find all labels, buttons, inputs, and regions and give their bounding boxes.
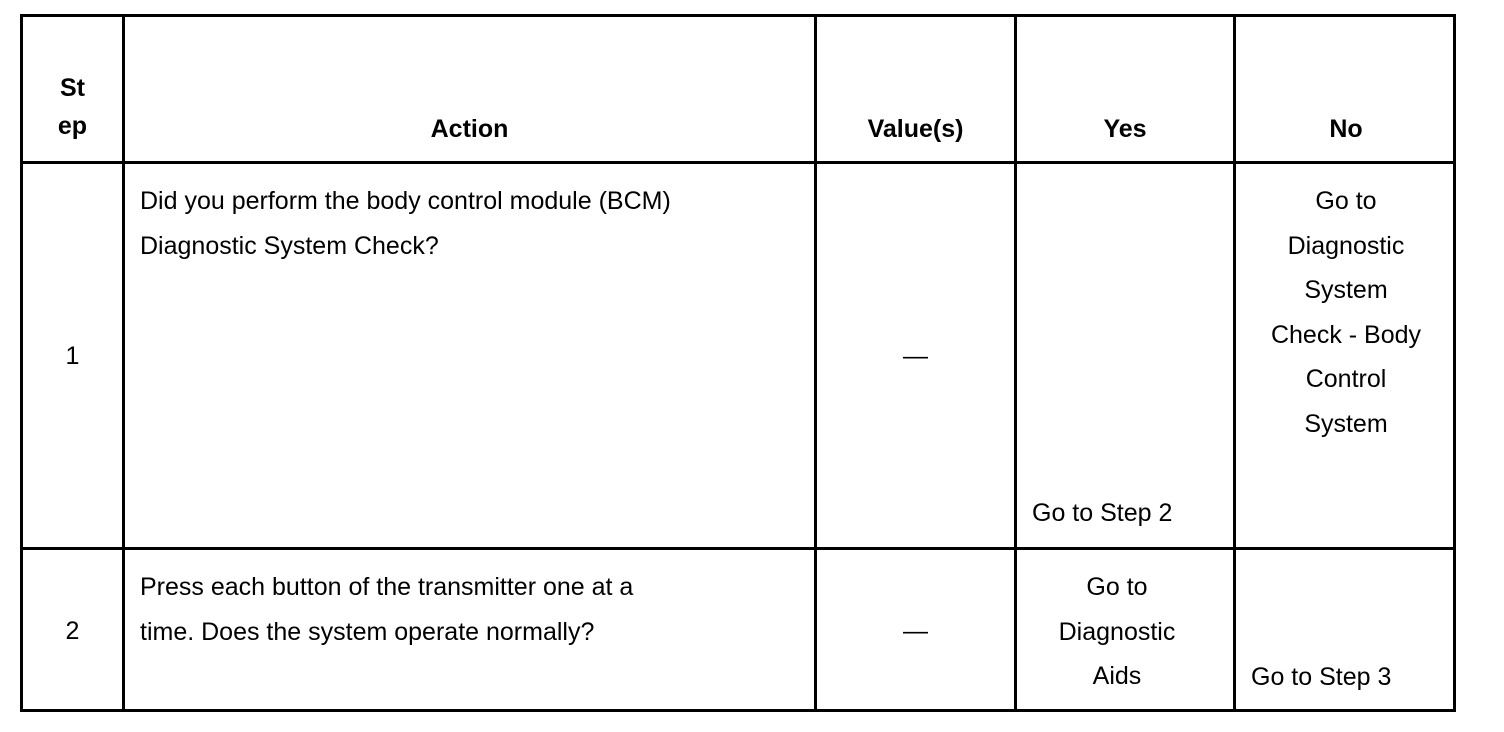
row1-step: 1 (65, 342, 80, 370)
header-yes: Yes (1103, 115, 1147, 143)
row1-action-line2: Diagnostic System Check? (140, 231, 439, 260)
row2-action-line1: Press each button of the transmitter one at a (140, 573, 634, 601)
row2-no: Go to Step 3 (1251, 663, 1392, 691)
row2-action (140, 565, 810, 654)
row1-action-line1: Did you perform the body control module (BCM) (140, 187, 671, 215)
header-action: Action (430, 115, 509, 143)
row2-value: — (903, 617, 928, 645)
row1-no-line: Go to (1315, 187, 1377, 215)
row1-no (1236, 179, 1456, 446)
header-step-line1: St (60, 74, 85, 102)
header-values: Value(s) (867, 115, 964, 143)
header-step-line2: ep (57, 112, 88, 140)
row1-action (140, 179, 810, 268)
row1-no-line: System (1304, 409, 1388, 438)
row2-yes-line: Go to (1086, 573, 1148, 601)
row2-action-line2: time. Does the system operate normally? (140, 617, 595, 646)
row1-no-line: Diagnostic (1287, 231, 1405, 260)
row1-no-line: Control (1305, 365, 1387, 393)
row1-no-line: System (1304, 276, 1388, 304)
header-no: No (1329, 115, 1363, 143)
row2-yes-line: Diagnostic (1058, 617, 1176, 646)
row-divider (23, 547, 1453, 550)
row1-yes: Go to Step 2 (1032, 499, 1173, 527)
row2-yes-line: Aids (1092, 662, 1142, 690)
row-divider (23, 161, 1453, 164)
row2-yes (1017, 565, 1217, 699)
row1-value: — (903, 342, 928, 370)
header-step (23, 69, 122, 145)
row1-no-line: Check - Body (1270, 320, 1422, 349)
row2-step: 2 (65, 617, 80, 645)
diagnostic-table (20, 14, 1456, 712)
